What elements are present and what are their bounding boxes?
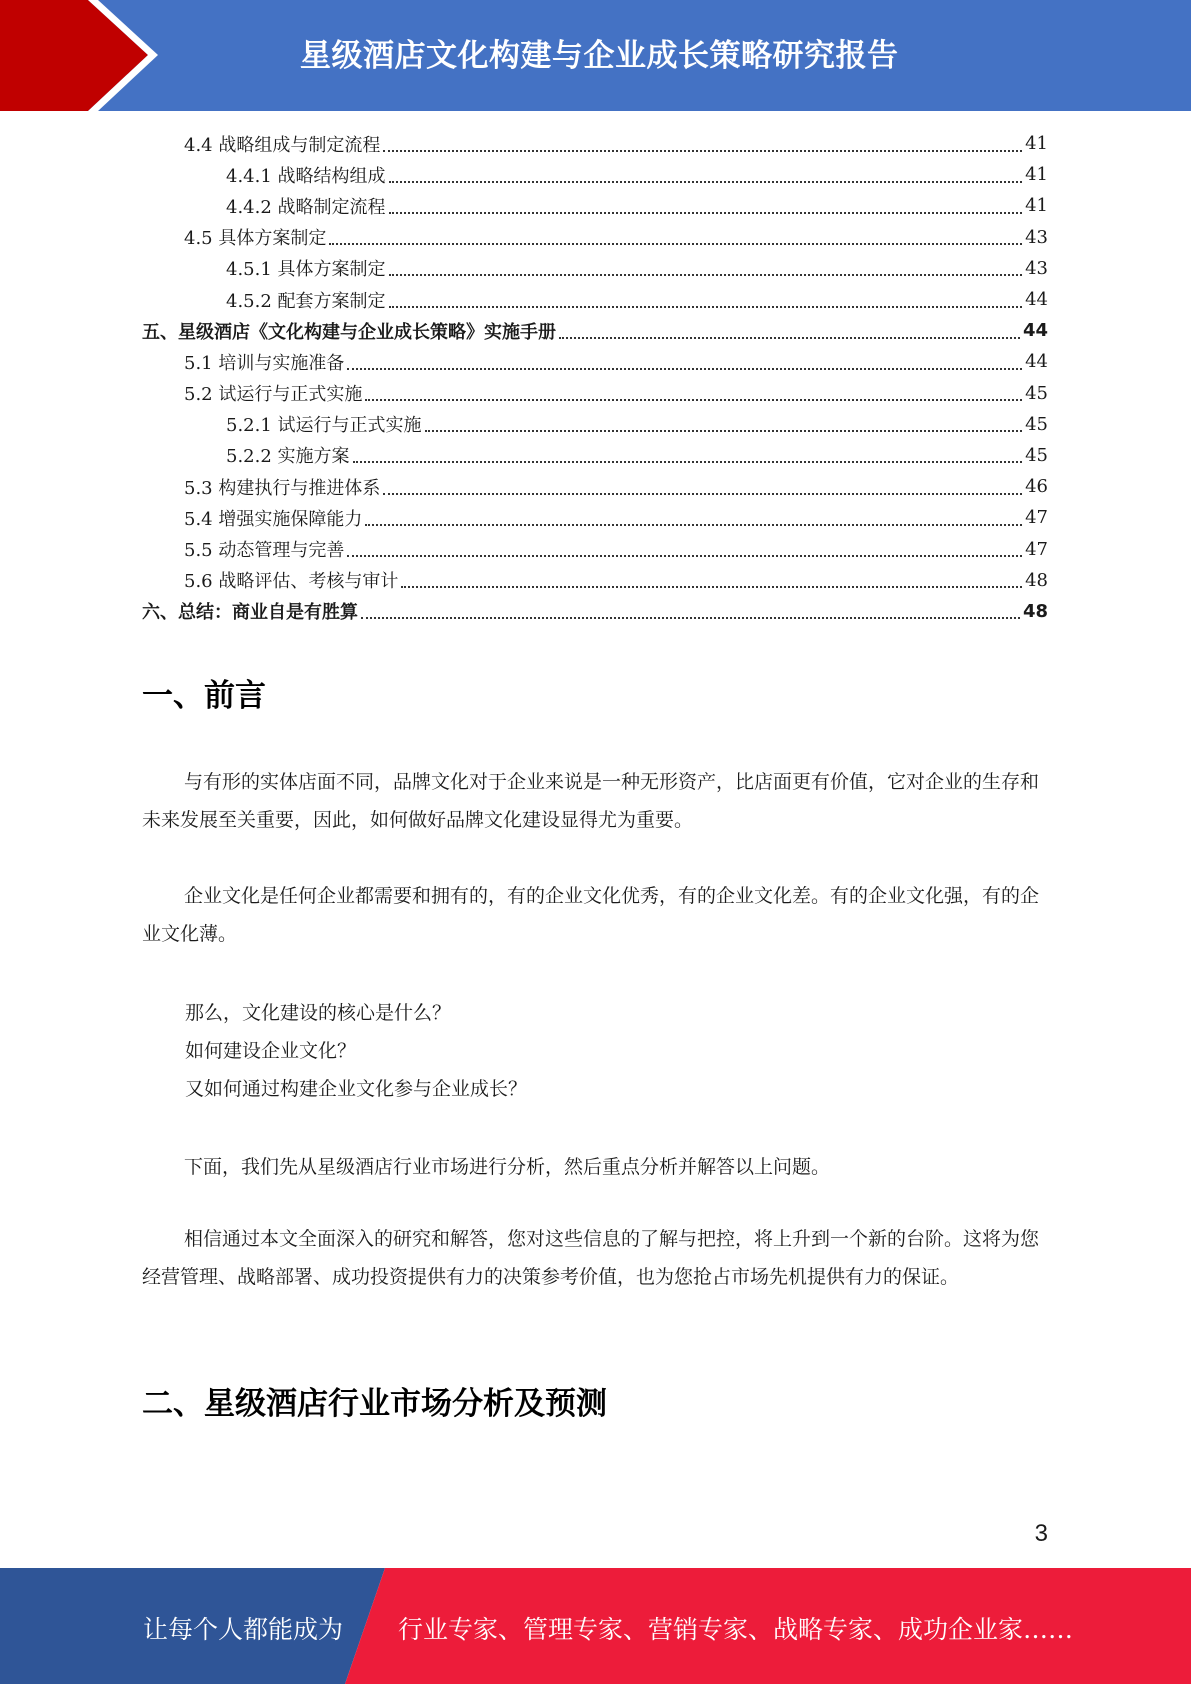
- toc-leader-dots: [559, 337, 1020, 339]
- toc-entry-page: 43: [1025, 257, 1048, 279]
- header-title: 星级酒店文化构建与企业成长策略研究报告: [300, 38, 899, 74]
- toc-entry[interactable]: [142, 346, 1048, 377]
- toc-leader-dots: [347, 555, 1022, 557]
- toc-entry-page: 47: [1025, 538, 1048, 560]
- toc-entry[interactable]: [142, 284, 1048, 315]
- table-of-contents: [142, 128, 1048, 627]
- toc-entry-label: 5.1 培训与实施准备: [184, 352, 345, 374]
- toc-leader-dots: [365, 524, 1022, 526]
- toc-entry[interactable]: [142, 190, 1048, 221]
- toc-leader-dots: [389, 306, 1023, 308]
- toc-entry-label: 5.6 战略评估、考核与审计: [184, 571, 399, 593]
- toc-entry-page: 41: [1025, 164, 1048, 186]
- paragraph: 相信通过本文全面深入的研究和解答，您对这些信息的了解与把控，将上升到一个新的台阶。这将为您经营管理、战略部署、成功投资提供有力的决策参考价值，也为您抢占市场先机提供有力的保证。: [142, 1228, 1040, 1288]
- toc-entry[interactable]: [142, 440, 1048, 471]
- toc-entry-page: 44: [1025, 351, 1048, 373]
- toc-leader-dots: [329, 243, 1022, 245]
- toc-entry-label: 5.2.1 试运行与正式实施: [226, 415, 422, 437]
- toc-leader-dots: [383, 150, 1022, 152]
- toc-entry-label: 五、星级酒店《文化构建与企业成长策略》实施手册: [142, 321, 556, 343]
- page-header: [0, 0, 1191, 111]
- toc-leader-dots: [389, 212, 1023, 214]
- toc-leader-dots: [353, 461, 1023, 463]
- toc-entry[interactable]: [142, 565, 1048, 596]
- toc-entry-label: 4.5 具体方案制定: [184, 228, 327, 250]
- page-number: 3: [1034, 1520, 1048, 1547]
- toc-entry-page: 44: [1022, 320, 1048, 342]
- toc-entry-page: 48: [1022, 600, 1048, 622]
- toc-entry[interactable]: [142, 596, 1048, 627]
- toc-entry[interactable]: [142, 471, 1048, 502]
- toc-entry-page: 45: [1025, 382, 1048, 404]
- toc-entry[interactable]: [142, 159, 1048, 190]
- toc-entry-page: 47: [1025, 507, 1048, 529]
- toc-entry-page: 44: [1025, 289, 1048, 311]
- toc-entry-label: 4.4.1 战略结构组成: [226, 165, 386, 187]
- toc-leader-dots: [401, 586, 1022, 588]
- toc-entry-page: 41: [1025, 195, 1048, 217]
- toc-entry-label: 5.2 试运行与正式实施: [184, 384, 363, 406]
- page-footer: [0, 1568, 1191, 1684]
- toc-entry-page: 41: [1025, 133, 1048, 155]
- toc-entry-label: 5.4 增强实施保障能力: [184, 508, 363, 530]
- toc-entry-label: 5.3 构建执行与推进体系: [184, 477, 381, 499]
- toc-entry[interactable]: [142, 378, 1048, 409]
- toc-leader-dots: [365, 399, 1022, 401]
- paragraph: 下面，我们先从星级酒店行业市场进行分析，然后重点分析并解答以上问题。: [184, 1156, 831, 1178]
- toc-entry-page: 43: [1025, 226, 1048, 248]
- toc-entry-page: 45: [1025, 413, 1048, 435]
- toc-entry[interactable]: [142, 253, 1048, 284]
- toc-entry[interactable]: [142, 502, 1048, 533]
- toc-entry-page: 45: [1025, 444, 1048, 466]
- paragraph: 与有形的实体店面不同，品牌文化对于企业来说是一种无形资产，比店面更有价值，它对企业的生存和未来发展至关重要，因此，如何做好品牌文化建设显得尤为重要。: [142, 771, 1040, 831]
- toc-leader-dots: [383, 493, 1022, 495]
- toc-entry[interactable]: [142, 222, 1048, 253]
- toc-entry-label: 4.4 战略组成与制定流程: [184, 134, 381, 156]
- toc-leader-dots: [425, 430, 1023, 432]
- section-heading-market-analysis: 二、星级酒店行业市场分析及预测: [142, 1386, 607, 1422]
- toc-leader-dots: [389, 181, 1023, 183]
- toc-entry-page: 46: [1025, 476, 1048, 498]
- toc-entry[interactable]: [142, 315, 1048, 346]
- toc-entry-label: 4.5.2 配套方案制定: [226, 290, 386, 312]
- toc-entry-label: 4.5.1 具体方案制定: [226, 259, 386, 281]
- toc-entry-page: 48: [1025, 569, 1048, 591]
- toc-entry-label: 5.5 动态管理与完善: [184, 540, 345, 562]
- toc-entry-label: 4.4.2 战略制定流程: [226, 196, 386, 218]
- toc-entry-label: 六、总结：商业自是有胜算: [142, 602, 358, 624]
- footer-slogan-right: 行业专家、管理专家、营销专家、战略专家、成功企业家……: [398, 1615, 1074, 1644]
- toc-entry[interactable]: [142, 128, 1048, 159]
- footer-slogan-left: 让每个人都能成为: [143, 1615, 344, 1644]
- question-line: 那么，文化建设的核心是什么？: [185, 1002, 452, 1024]
- toc-entry[interactable]: [142, 533, 1048, 564]
- section-heading-preface: 一、前言: [142, 678, 266, 714]
- question-line: 又如何通过构建企业文化参与企业成长？: [185, 1078, 528, 1100]
- toc-entry[interactable]: [142, 409, 1048, 440]
- question-line: 如何建设企业文化？: [185, 1040, 357, 1062]
- toc-leader-dots: [389, 274, 1023, 276]
- paragraph: 企业文化是任何企业都需要和拥有的，有的企业文化优秀，有的企业文化差。有的企业文化强，有的企业文化薄。: [142, 885, 1040, 945]
- toc-leader-dots: [361, 617, 1020, 619]
- toc-entry-label: 5.2.2 实施方案: [226, 446, 350, 468]
- toc-leader-dots: [347, 368, 1022, 370]
